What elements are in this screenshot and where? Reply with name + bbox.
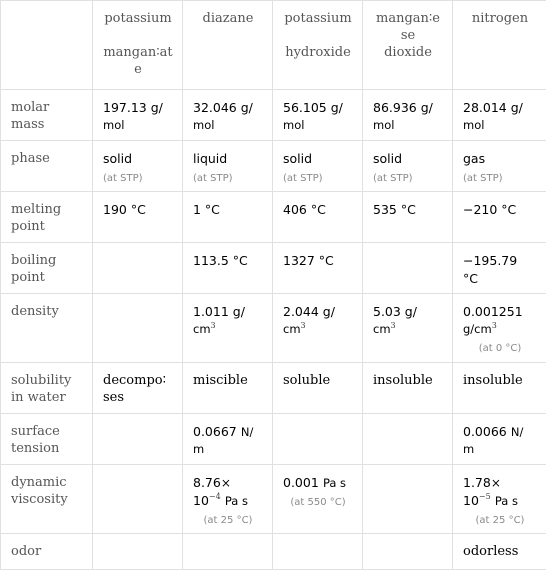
column-header-potassium-manganate: potassium mangan∶ate: [93, 1, 183, 90]
cell: 113.5 °C: [183, 243, 273, 294]
cell: decompo∶ ses: [93, 363, 183, 414]
cell: solid (at STP): [93, 141, 183, 192]
row-label-solubility: solubility in water: [1, 363, 93, 414]
row-label-odor: odor: [1, 534, 93, 570]
cell: [183, 534, 273, 570]
cell: 32.046 g/ mol: [183, 90, 273, 141]
row-molar-mass: [1, 90, 546, 141]
row-label-boiling-point: boiling point: [1, 243, 93, 294]
cell: solid (at STP): [363, 141, 453, 192]
cell: 86.936 g/ mol: [363, 90, 453, 141]
cell: [93, 534, 183, 570]
cell: 8.76× $10^{-4}$ Pa s (at 25 °C): [183, 465, 273, 534]
cell: 0.0667 N/ m: [183, 414, 273, 465]
corner-cell: [1, 1, 93, 90]
cell: 1.011 g/ $cm^3$: [183, 294, 273, 363]
cell: 1 °C: [183, 192, 273, 243]
header-row: [1, 1, 546, 90]
row-phase: [1, 141, 546, 192]
row-boiling-point: [1, 243, 546, 294]
row-dynamic-viscosity: [1, 465, 546, 534]
cell: 0.001 Pa s (at 550 °C): [273, 465, 363, 534]
cell: 535 °C: [363, 192, 453, 243]
cell: [363, 534, 453, 570]
cell: [273, 414, 363, 465]
cell: [93, 414, 183, 465]
column-header-manganese-dioxide: mangan∶ese dioxide: [363, 1, 453, 90]
cell: solid (at STP): [273, 141, 363, 192]
cell: 28.014 g/ mol: [453, 90, 546, 141]
row-density: [1, 294, 546, 363]
cell: 0.001251 $g/cm^3$ (at 0 °C): [453, 294, 546, 363]
cell: 56.105 g/ mol: [273, 90, 363, 141]
cell: 190 °C: [93, 192, 183, 243]
row-label-surface-tension: surface tension: [1, 414, 93, 465]
cell: −210 °C: [453, 192, 546, 243]
cell: 2.044 g/ $cm^3$: [273, 294, 363, 363]
row-odor: [1, 534, 546, 570]
cell: 1327 °C: [273, 243, 363, 294]
column-header-potassium-hydroxide: potassium hydroxide: [273, 1, 363, 90]
cell: [93, 294, 183, 363]
row-label-dynamic-viscosity: dynamic viscosity: [1, 465, 93, 534]
cell: −195.79 °C: [453, 243, 546, 294]
cell: [363, 414, 453, 465]
row-surface-tension: [1, 414, 546, 465]
cell: [273, 534, 363, 570]
cell: insoluble: [363, 363, 453, 414]
row-solubility: [1, 363, 546, 414]
cell: [363, 465, 453, 534]
cell: [93, 243, 183, 294]
column-header-nitrogen: nitrogen: [453, 1, 546, 90]
row-label-phase: phase: [1, 141, 93, 192]
cell: 406 °C: [273, 192, 363, 243]
cell: 0.0066 N/ m: [453, 414, 546, 465]
cell: soluble: [273, 363, 363, 414]
cell: gas (at STP): [453, 141, 546, 192]
row-label-molar-mass: molar mass: [1, 90, 93, 141]
cell: 197.13 g/ mol: [93, 90, 183, 141]
cell: 5.03 g/ $cm^3$: [363, 294, 453, 363]
row-label-melting-point: melting point: [1, 192, 93, 243]
cell: [363, 243, 453, 294]
row-melting-point: [1, 192, 546, 243]
cell: 1.78× $10^{-5}$ Pa s (at 25 °C): [453, 465, 546, 534]
cell: odorless: [453, 534, 546, 570]
cell: insoluble: [453, 363, 546, 414]
cell: liquid (at STP): [183, 141, 273, 192]
cell: [93, 465, 183, 534]
row-label-density: density: [1, 294, 93, 363]
column-header-diazane: diazane: [183, 1, 273, 90]
cell: miscible: [183, 363, 273, 414]
